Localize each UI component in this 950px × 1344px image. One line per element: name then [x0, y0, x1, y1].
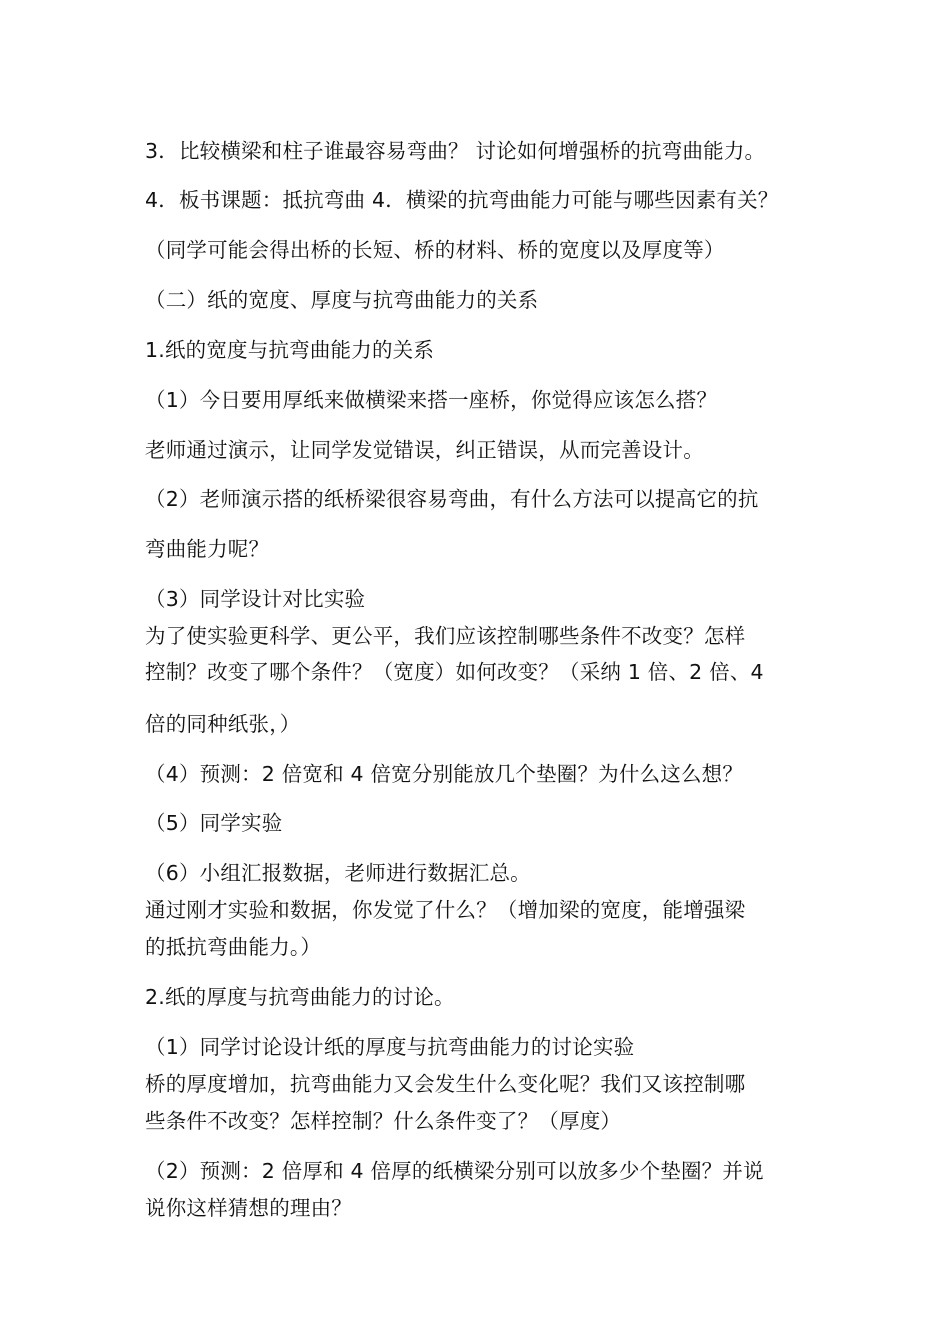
text-line: 3．比较横梁和柱子谁最容易弯曲？ 讨论如何增强桥的抗弯曲能力。 — [145, 139, 766, 163]
text-line: （1）今日要用厚纸来做横梁来搭一座桥，你觉得应该怎么搭？ — [145, 388, 718, 412]
subsection-heading: 1.纸的宽度与抗弯曲能力的关系 — [145, 338, 435, 362]
text-line: 控制？改变了哪个条件？（宽度）如何改变？（采纳 1 倍、2 倍、4 — [145, 660, 764, 684]
text-line: （2）老师演示搭的纸桥梁很容易弯曲，有什么方法可以提高它的抗 — [145, 487, 759, 511]
text-line: 4．板书课题：抵抗弯曲 4．横梁的抗弯曲能力可能与哪些因素有关？ — [145, 188, 779, 212]
text-line: 些条件不改变？怎样控制？什么条件变了？（厚度） — [145, 1109, 622, 1133]
text-line: （同学可能会得出桥的长短、桥的材料、桥的宽度以及厚度等） — [145, 238, 725, 262]
text-line: （1）同学讨论设计纸的厚度与抗弯曲能力的讨论实验 — [145, 1035, 635, 1059]
text-line: 倍的同种纸张，） — [145, 712, 301, 736]
text-line: 通过刚才实验和数据，你发觉了什么？（增加梁的宽度，能增强梁 — [145, 898, 746, 922]
text-line: 弯曲能力呢？ — [145, 537, 270, 561]
text-line: （4）预测：2 倍宽和 4 倍宽分别能放几个垫圈？为什么这么想？ — [145, 762, 744, 786]
text-line: （3）同学设计对比实验 — [145, 587, 366, 611]
text-line: 老师通过演示，让同学发觉错误，纠正错误，从而完善设计。 — [145, 438, 704, 462]
text-line: 桥的厚度增加，抗弯曲能力又会发生什么变化呢？我们又该控制哪 — [145, 1072, 746, 1096]
text-line: 说你这样猜想的理由？ — [145, 1196, 352, 1220]
text-line: 为了使实验更科学、更公平，我们应该控制哪些条件不改变？怎样 — [145, 624, 746, 648]
subsection-heading: 2.纸的厚度与抗弯曲能力的讨论。 — [145, 985, 455, 1009]
text-line: （5）同学实验 — [145, 811, 283, 835]
section-heading: （二）纸的宽度、厚度与抗弯曲能力的关系 — [145, 288, 539, 312]
text-line: （2）预测：2 倍厚和 4 倍厚的纸横梁分别可以放多少个垫圈？并说 — [145, 1159, 764, 1183]
text-line: （6）小组汇报数据，老师进行数据汇总。 — [145, 861, 531, 885]
text-line: 的抵抗弯曲能力。） — [145, 935, 322, 959]
